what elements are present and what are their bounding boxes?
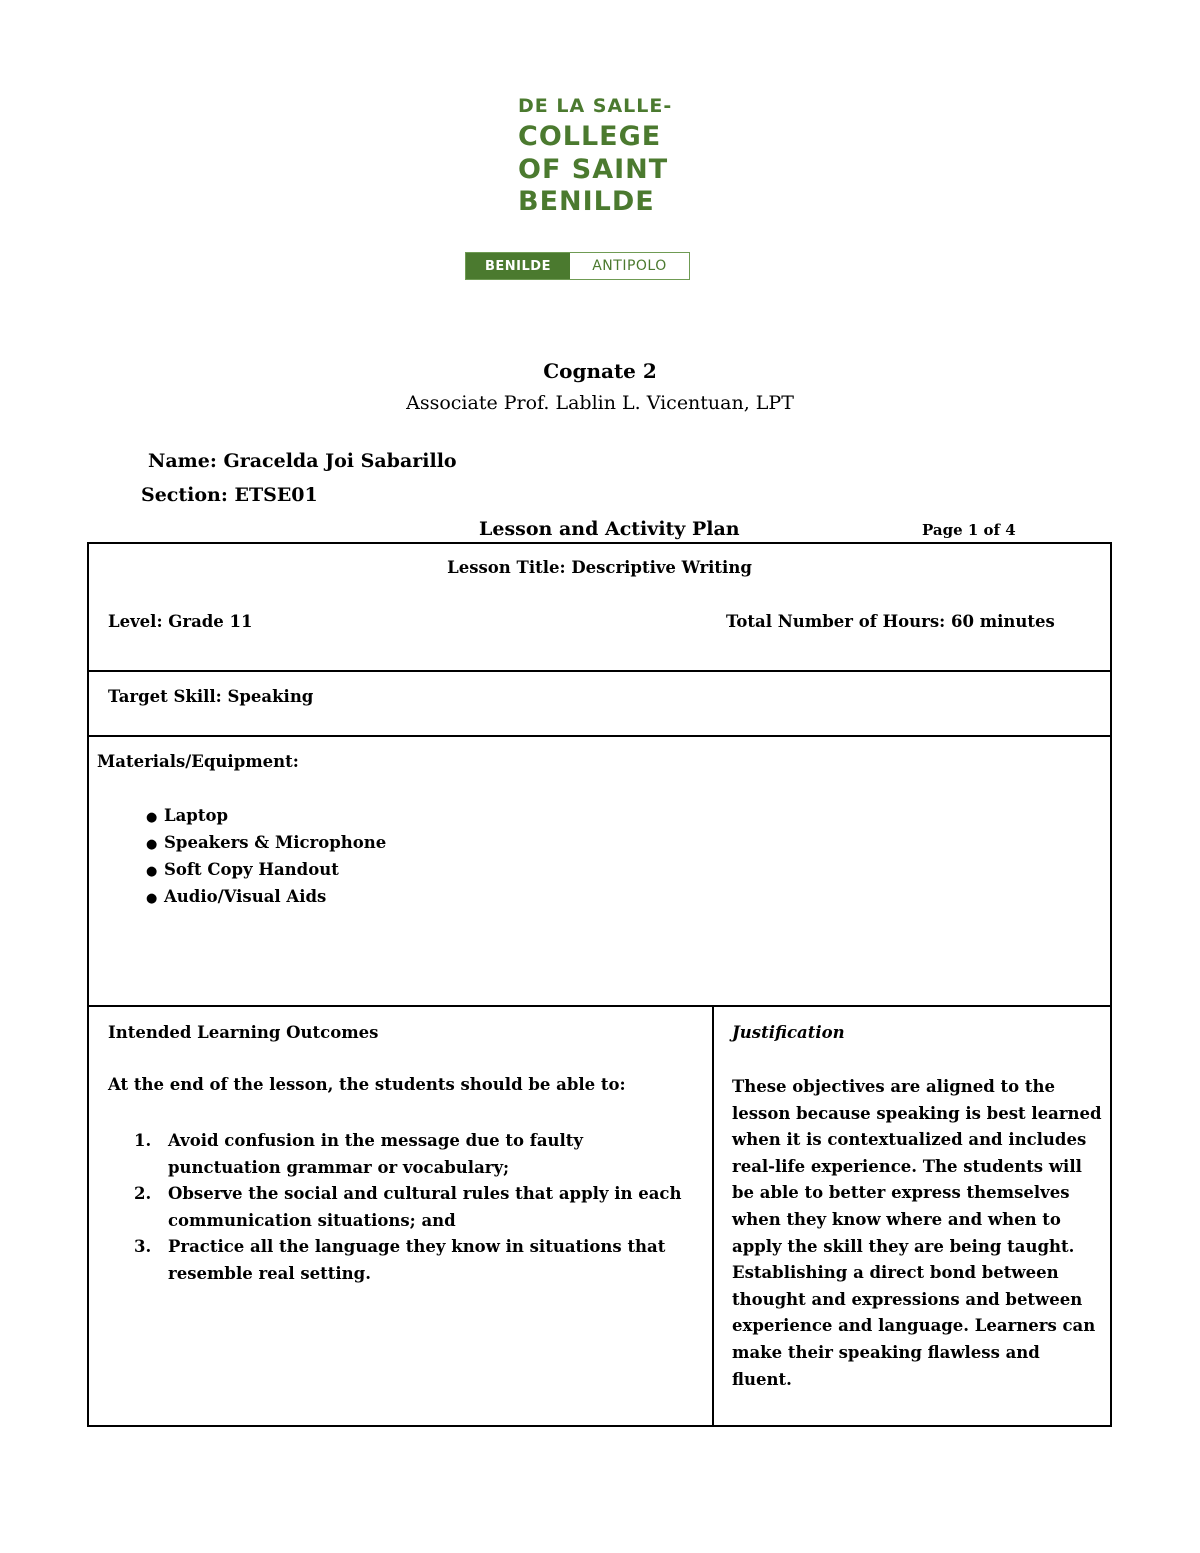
bullet-icon: ● xyxy=(146,864,158,879)
materials-label: Materials/Equipment: xyxy=(97,752,299,771)
logo-line-1: DE LA SALLE- xyxy=(518,95,673,117)
campus-badge-antipolo: ANTIPOLO xyxy=(592,258,667,274)
table-divider xyxy=(87,1005,1112,1007)
table-divider xyxy=(87,735,1112,737)
course-title: Cognate 2 xyxy=(543,359,657,383)
plan-title: Lesson and Activity Plan xyxy=(479,518,740,540)
page-indicator: Page 1 of 4 xyxy=(922,521,1016,539)
list-item: 1. Avoid confusion in the message due to faulty punctuation grammar or vocabulary; xyxy=(134,1131,584,1177)
logo-line-3: OF SAINT xyxy=(518,154,669,185)
list-item: ● Audio/Visual Aids xyxy=(146,883,386,910)
campus-badge xyxy=(465,252,690,280)
column-divider xyxy=(712,1005,714,1427)
level: Level: Grade 11 xyxy=(108,612,253,631)
outcomes-list xyxy=(126,1128,701,1287)
list-item: 3. Practice all the language they know in situations that resemble real setting. xyxy=(134,1237,666,1283)
ilo-heading: Intended Learning Outcomes xyxy=(108,1023,379,1042)
list-item: ● Laptop xyxy=(146,802,386,829)
bullet-icon: ● xyxy=(146,810,158,825)
student-section: Section: ETSE01 xyxy=(141,484,318,506)
student-name: Name: Gracelda Joi Sabarillo xyxy=(148,450,457,472)
lesson-title: Lesson Title: Descriptive Writing xyxy=(447,558,752,577)
materials-list xyxy=(146,802,386,910)
bullet-icon: ● xyxy=(146,837,158,852)
list-item: ● Speakers & Microphone xyxy=(146,829,386,856)
list-item: ● Soft Copy Handout xyxy=(146,856,386,883)
justification-text: These objectives are aligned to the lesson because speaking is best learned when it is contextualized and includes real-life experience. The students will be able to better express themselves when they know where and when to apply the skill they are being taught. Establishing a direct bond between thought and expressions and between experience and language. Learners can make their speaking flawless and fluent. xyxy=(732,1077,1102,1389)
list-item: 2. Observe the social and cultural rules that apply in each communication situations; and xyxy=(134,1184,682,1230)
justification-heading: Justification xyxy=(732,1023,845,1042)
campus-badge-benilde: BENILDE xyxy=(466,253,570,279)
college-logo xyxy=(480,93,720,223)
bullet-icon: ● xyxy=(146,891,158,906)
instructor-name: Associate Prof. Lablin L. Vicentuan, LPT xyxy=(406,392,794,414)
table-divider xyxy=(87,670,1112,672)
target-skill: Target Skill: Speaking xyxy=(108,687,314,706)
logo-line-2: COLLEGE xyxy=(518,121,662,152)
logo-line-4: BENILDE xyxy=(518,186,655,217)
total-hours: Total Number of Hours: 60 minutes xyxy=(726,612,1055,631)
ilo-intro: At the end of the lesson, the students should be able to: xyxy=(108,1075,626,1094)
